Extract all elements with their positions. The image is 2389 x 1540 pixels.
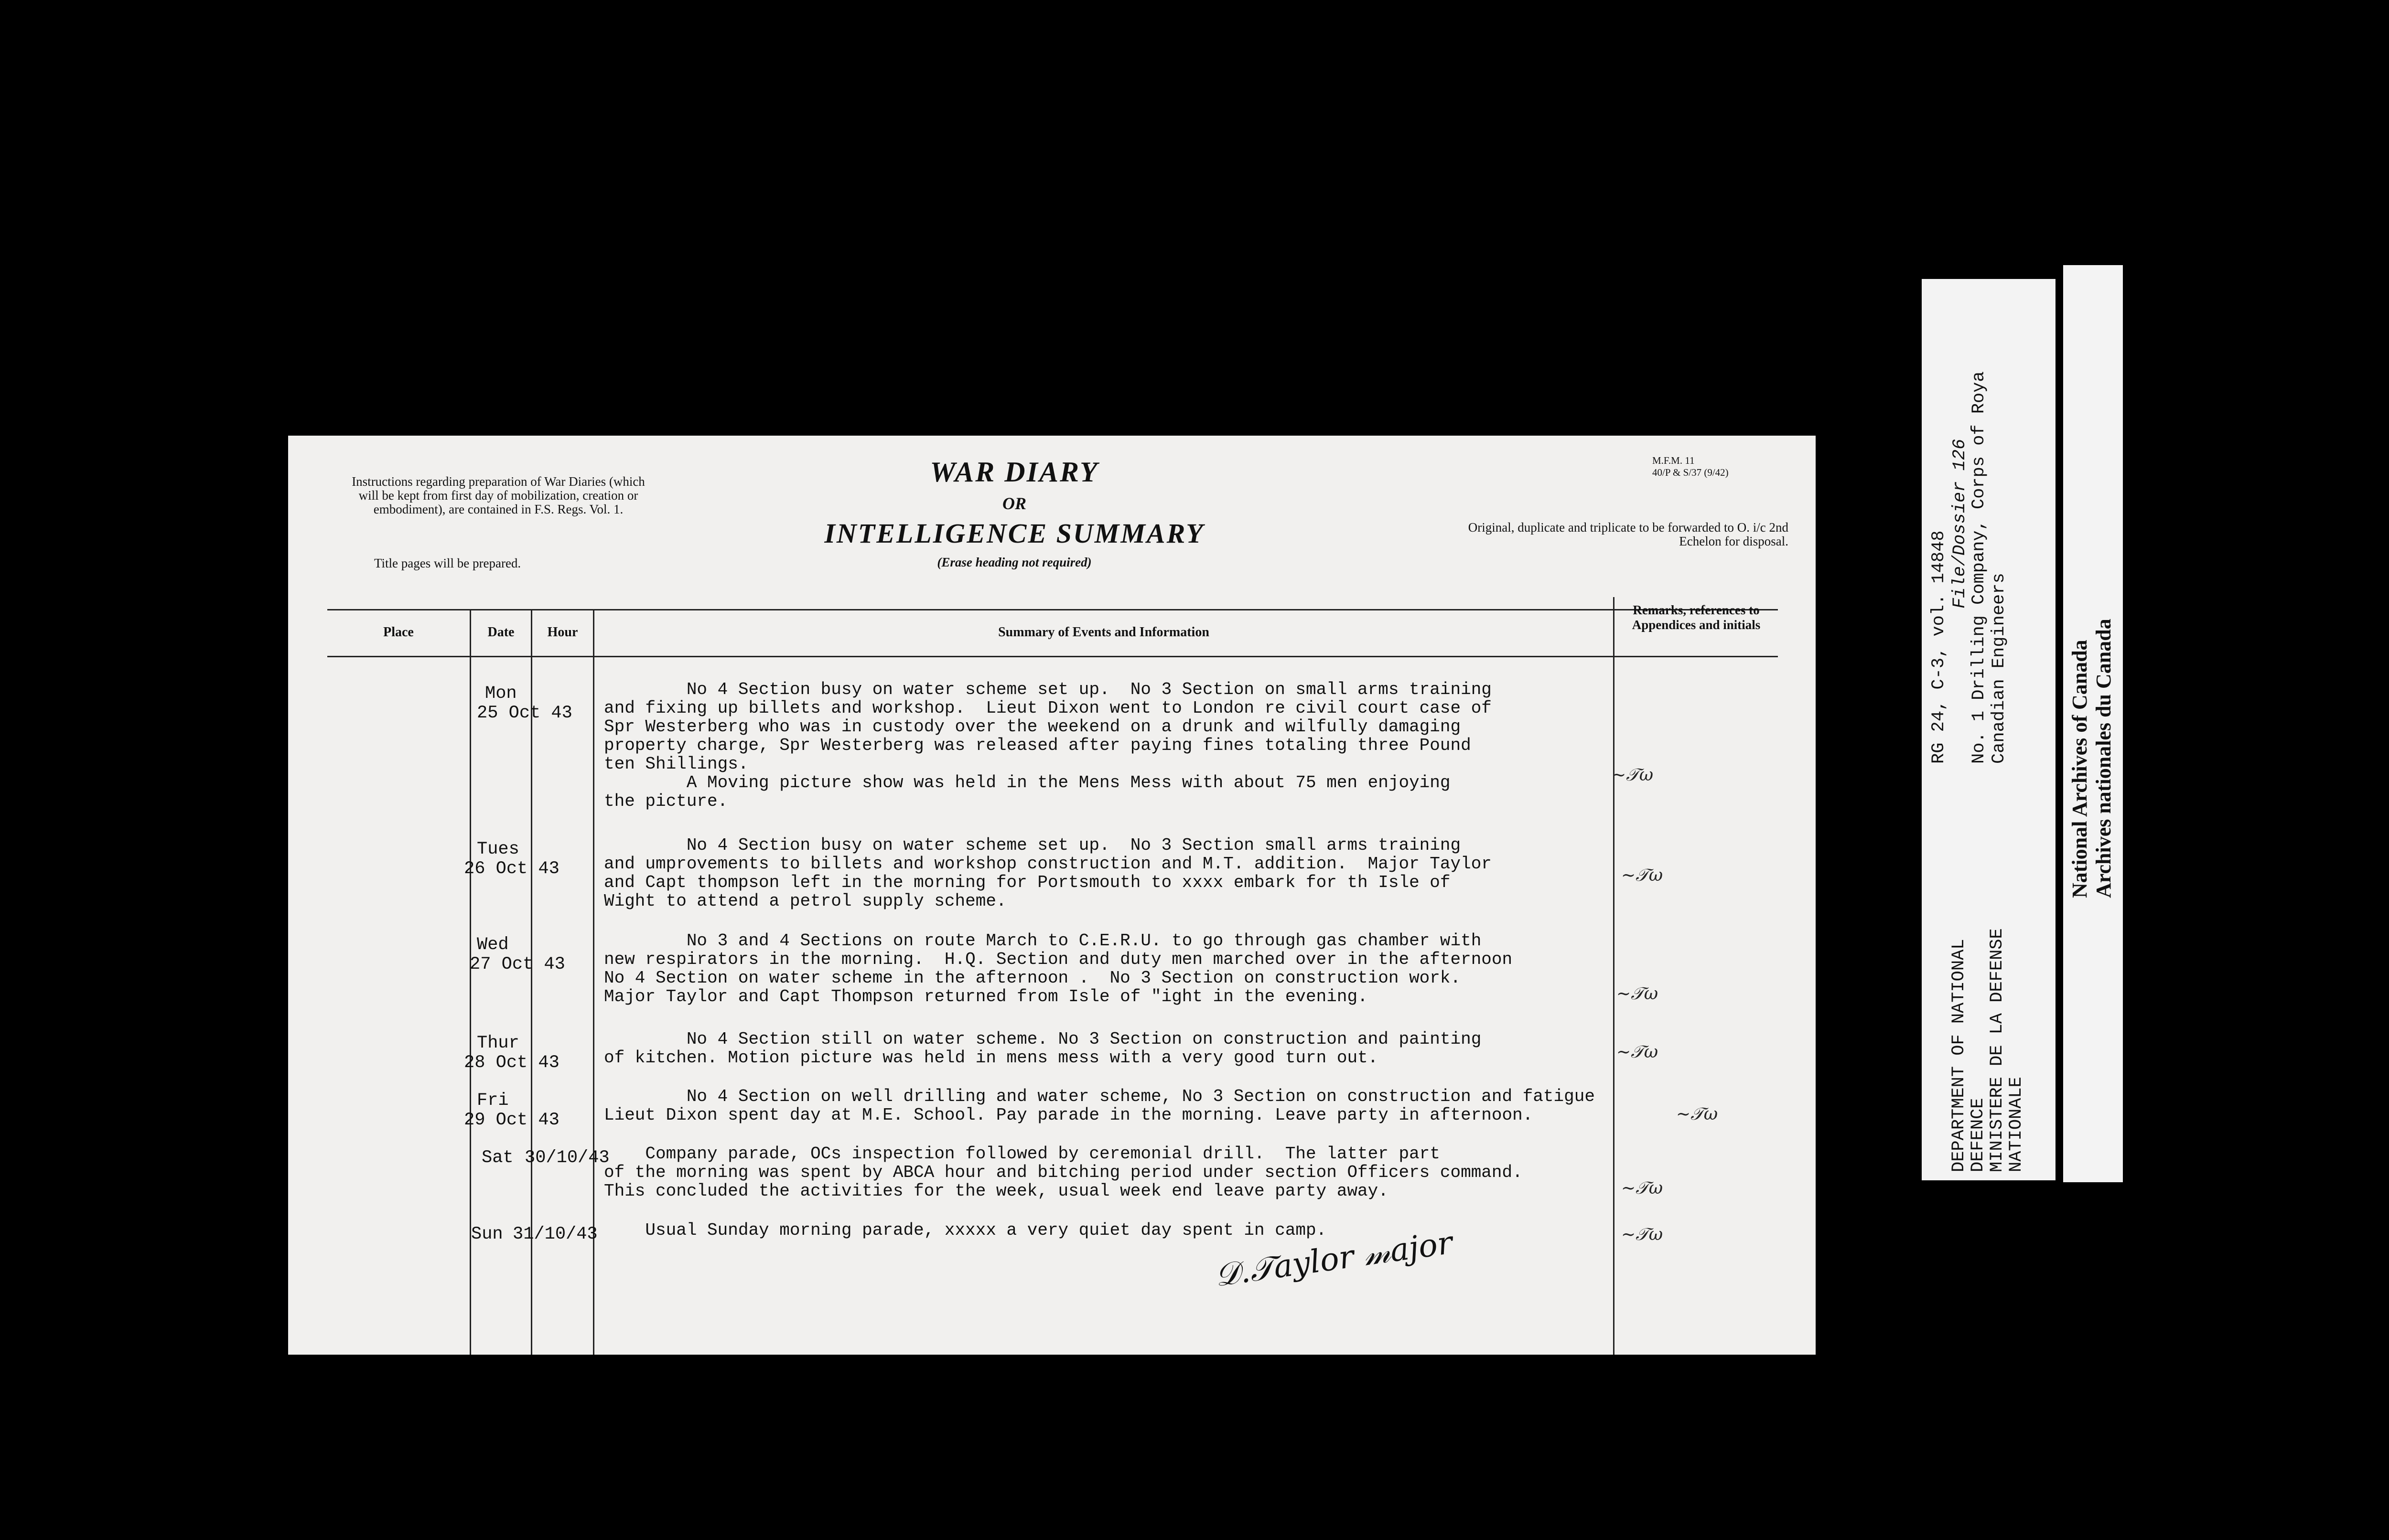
- archive-ref-line3: No. 1 Drilling Company, Corps of Roya: [1969, 371, 1989, 764]
- diary-entry: No 4 Section busy on water scheme set up. No 3 Section small arms training and umprovements to billets and workshop construction and M.T. addition. Major Taylor and Capt thompson left in the morning for Portsmouth to xxxx embark for th Isle of Wight to attend a petrol supply scheme.: [604, 835, 1492, 911]
- department-line1: DEPARTMENT OF NATIONAL: [1949, 939, 1969, 1172]
- distribution-note: Original, duplicate and triplicate to be forwarded to O. i/c 2nd Echelon for disposal.: [1468, 520, 1788, 548]
- entry-day: Tues: [477, 839, 519, 859]
- initials-mark: ~𝒯ω: [1621, 866, 1663, 885]
- entry-day: Fri: [477, 1091, 509, 1111]
- archive-reference-label: [1922, 279, 2055, 1180]
- header-bottom-rule: [327, 656, 1778, 657]
- date-column-header: Date: [487, 625, 515, 640]
- archive-ref-line1: RG 24, C-3, vol. 14848: [1929, 530, 1949, 764]
- entry-day: Mon: [485, 684, 517, 704]
- diary-entry: No 4 Section busy on water scheme set up. No 3 Section on small arms training and fixing up billets and workshop. Lieut Dixon went to London re civil court case of Spr Westerberg who was in custody over the weekend on a drunk and wilfully damaging property charge, Spr Westerberg was released after paying fines totaling three Pound ten Shillings. A Moving picture show was held in the Mens Mess with about 75 men enjoying the picture.: [604, 680, 1492, 811]
- department-line4: NATIONALE: [2006, 1077, 2026, 1172]
- entry-date: 28 Oct 43: [464, 1053, 560, 1073]
- diary-entry: No 3 and 4 Sections on route March to C.E.R.U. to go through gas chamber with new respirators in the morning. H.Q. Section and duty men marched over in the afternoon No 4 Section on water scheme in the afternoon . No 3 Section on construction work. Major Taylor and Capt Thompson returned from Isle of "ight in the evening.: [604, 931, 1513, 1006]
- title-block: [747, 456, 1282, 570]
- archives-canada-label: [2063, 265, 2123, 1182]
- summary-column-header: Summary of Events and Information: [998, 625, 1209, 640]
- remarks-column-header: Remarks, references to Appendices and initials: [1632, 603, 1761, 632]
- entry-date: 31/10/43: [513, 1224, 598, 1244]
- entry-date: 30/10/43: [525, 1148, 610, 1168]
- instructions-text: Instructions regarding preparation of War Diaries (which will be kept from first day of mobilization, creation or embodiment), are contained in F.S. Regs. Vol. 1.: [352, 474, 645, 516]
- page-title: WAR DIARY: [930, 456, 1099, 488]
- handwritten-signature: 𝒟.𝒯aylor 𝓂ajor: [1212, 1224, 1455, 1294]
- entry-day: Sun: [471, 1224, 503, 1244]
- entry-day: Thur: [477, 1033, 519, 1053]
- initials-mark: ~𝒯ω: [1616, 984, 1658, 1004]
- erase-note: (Erase heading not required): [937, 555, 1092, 569]
- form-code: [1652, 455, 1729, 479]
- initials-mark: ~𝒯ω: [1616, 1042, 1658, 1062]
- entry-date: 26 Oct 43: [464, 859, 560, 879]
- initials-mark: ~𝒯ω: [1676, 1104, 1718, 1124]
- title-or: OR: [1002, 494, 1026, 513]
- entry-date: 29 Oct 43: [464, 1110, 560, 1130]
- entry-day: Sat: [482, 1148, 514, 1168]
- department-line2: DEFENCE: [1968, 1098, 1988, 1172]
- page-subtitle: INTELLIGENCE SUMMARY: [824, 518, 1205, 549]
- diary-entry: No 4 Section on well drilling and water scheme, No 3 Section on construction and fatigue Lieut Dixon spent day at M.E. School. Pay parade in the morning. Leave party in afternoon.: [604, 1087, 1595, 1125]
- archive-ref-line2: File/Dossier 126: [1950, 438, 1970, 609]
- form-code-line1: M.F.M. 11: [1652, 455, 1695, 466]
- diary-entry: Usual Sunday morning parade, xxxxx a very quiet day spent in camp.: [604, 1220, 1327, 1240]
- entry-day: Wed: [477, 935, 509, 955]
- archives-name-fr: Archives nationales du Canada: [2092, 619, 2115, 898]
- diary-entry: No 4 Section still on water scheme. No 3 Section on construction and painting of kitchen. Motion picture was held in mens mess with a very good turn out.: [604, 1029, 1482, 1068]
- place-column-header: Place: [383, 625, 414, 640]
- entry-date: 27 Oct 43: [470, 954, 565, 974]
- archive-ref-line4: Canadian Engineers: [1989, 573, 2009, 764]
- form-code-line2: 40/P & S/37 (9/42): [1652, 467, 1729, 478]
- title-pages-note: Title pages will be prepared.: [374, 556, 521, 570]
- table-top-rule: [327, 609, 1778, 610]
- hour-column-header: Hour: [547, 625, 578, 640]
- initials-mark: ~𝒯ω: [1621, 1178, 1663, 1198]
- initials-mark: ~𝒯ω: [1612, 765, 1654, 785]
- department-line3: MINISTERE DE LA DEFENSE: [1987, 928, 2007, 1172]
- initials-mark: ~𝒯ω: [1621, 1225, 1663, 1244]
- diary-entry: Company parade, OCs inspection followed by ceremonial drill. The latter part of the morning was spent by ABCA hour and bitching period under section Officers command. This concluded the activities for the week, usual week end leave party away.: [604, 1144, 1523, 1201]
- archives-name-en: National Archives of Canada: [2068, 640, 2091, 898]
- war-diary-sheet: [288, 436, 1816, 1355]
- entry-date: 25 Oct 43: [477, 703, 572, 723]
